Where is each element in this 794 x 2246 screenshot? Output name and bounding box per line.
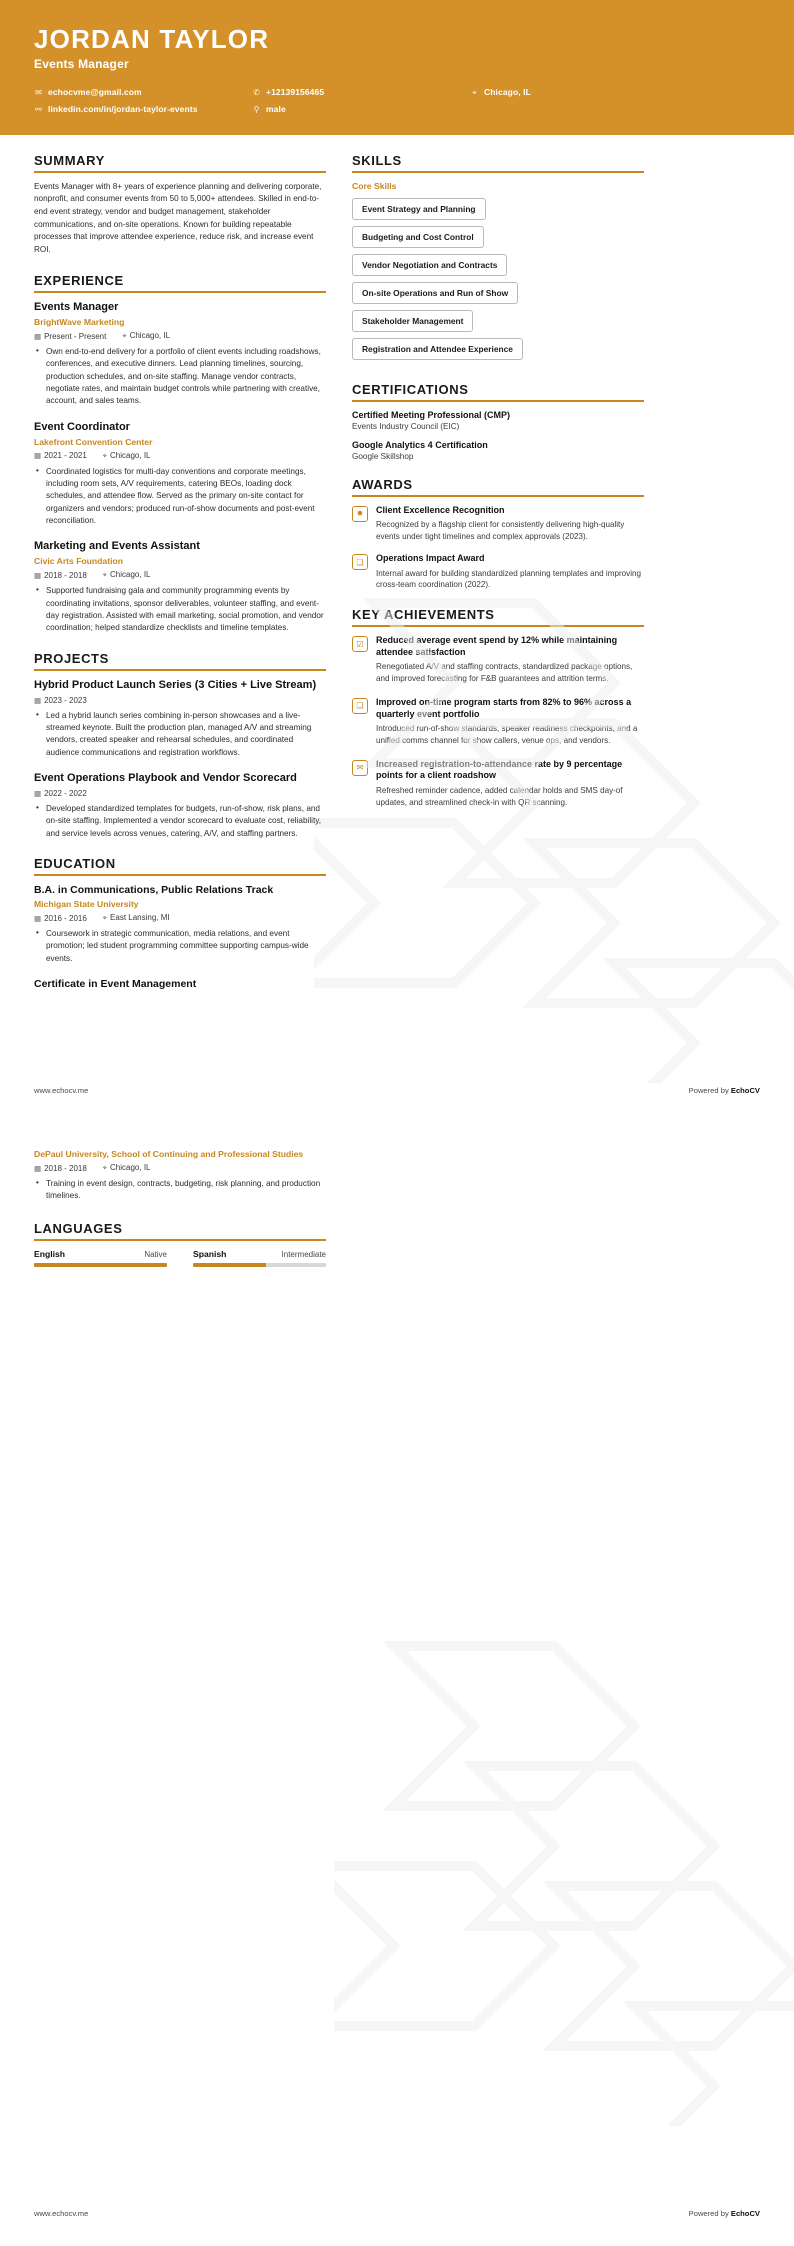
right-column [352,153,644,825]
clipboard-icon: ❏ [352,698,368,714]
job-meta [34,451,326,461]
calendar-icon: ▦ [34,695,42,705]
language-name: English [34,1248,66,1259]
calendar-icon: ▦ [34,570,42,580]
certification-item [352,410,644,431]
calendar-icon: ▦ [34,789,42,799]
languages-title: LANGUAGES [34,1221,326,1241]
job-location: Chicago, IL [129,331,171,341]
achievement-title: Increased registration-to-attendance rate by 9 percentage points for a client roadshow [376,758,623,781]
language-item [193,1249,326,1267]
education-location: East Lansing, MI [110,913,170,923]
contact-phone-text: +12139156465 [266,87,325,98]
job-org: Civic Arts Foundation [34,556,123,567]
link-icon: ⚯ [35,104,42,114]
experience-item [34,421,326,528]
skill-pill: Vendor Negotiation and Contracts [352,254,507,276]
language-name: Spanish [193,1248,227,1259]
education-org: DePaul University, School of Continuing and Professional Studies [34,1149,304,1159]
award-medal-icon: ✹ [352,506,368,522]
footer-brand [689,1086,760,1095]
achievement-description: Renegotiated A/V and staffing contracts, standardized package options, and improved forecasting for F&B guarantees and attrition terms. [376,662,633,684]
contact-email-text: echocvme@gmail.com [48,87,142,98]
location-icon: ⌖ [122,331,127,341]
page-footer [34,2209,760,2218]
project-item [34,679,326,759]
education-bullets [34,928,326,965]
location-icon: ⌖ [102,450,108,460]
contact-linkedin[interactable] [34,104,252,114]
project-bullet: • Led a hybrid launch series combining in-person showcases and a live-streamed keynote. Built the production plan, managed A/V and streaming vendors, created speaker and rehearsal schedules, and coordinated audience communications and registration workflows. [45,710,326,759]
language-progress-bar [34,1263,167,1267]
calendar-icon: ▦ [34,451,42,461]
award-description: Recognized by a flagship client for consistently delivering high-quality events under tight timelines and complex approvals (2023). [376,519,625,541]
education-certificate: Certificate in Event Management [34,977,197,990]
achievement-item [352,759,644,809]
job-bullets [34,466,326,527]
section-awards [352,477,644,591]
location-icon: ⌖ [102,570,108,580]
job-location: Chicago, IL [110,570,151,580]
job-dates: 2021 - 2021 [44,451,87,461]
summary-text: Events Manager with 8+ years of experience planning and delivering corporate, nonprofit, and consumer events from 50 to 5,000+ attendees. Skilled in end-to-end event strategy, vendor and budget management, stakeholder communications, and on-site operations. Known for building repeatable processes that improve attendee experience, reduce risk, and increase event ROI. [34,181,322,255]
education-location: Chicago, IL [110,1163,151,1172]
resume-page-2 [0,1123,794,2246]
contact-email[interactable] [34,87,252,97]
job-dates: Present - Present [44,331,107,341]
education-dates: 2018 - 2018 [44,1163,87,1173]
footer-brand [689,2209,760,2218]
contact-location-text: Chicago, IL [484,87,531,98]
education-bullet: • Coursework in strategic communication, media relations, and event promotion; led student programming committee supporting campus-wide events. [45,928,326,965]
footer-brand-name: EchoCV [730,2209,760,2218]
award-title: Client Excellence Recognition [376,504,505,515]
candidate-name: JORDAN TAYLOR [34,24,270,54]
achievement-description: Introduced run-of-show standards, speaker readiness checkpoints, and a unified comms channel for show callers, venue ops, and vendors. [376,724,638,746]
candidate-role: Events Manager [34,57,129,72]
award-ribbon-icon: ❏ [352,554,368,570]
job-location: Chicago, IL [110,450,151,460]
contact-linkedin-text: linkedin.com/in/jordan-taylor-events [48,104,198,115]
job-meta [34,331,326,341]
certification-name: Google Analytics 4 Certification [352,439,488,450]
award-item [352,505,644,543]
award-title: Operations Impact Award [376,553,485,564]
job-bullets [34,346,326,407]
check-square-icon: ☑ [352,636,368,652]
section-projects [34,651,326,840]
job-bullet: • Supported fundraising gala and community programming events by coordinating invitations, sponsor deliverables, volunteer staffing, and event-day registration. Assisted with email marketing, social promotion, and vendor coordination; helped standardize checklists and timeline templates. [45,585,326,634]
contact-grid [34,87,760,114]
project-name: Hybrid Product Launch Series (3 Cities + Live Stream) [34,678,317,691]
project-item [34,772,326,840]
skill-pill: Budgeting and Cost Control [352,226,484,248]
calendar-icon: ▦ [34,331,42,341]
certification-name: Certified Meeting Professional (CMP) [352,409,511,420]
achievement-title: Reduced average event spend by 12% while maintaining attendee satisfaction [376,635,618,657]
job-dates: 2018 - 2018 [44,570,87,580]
skill-pill: Event Strategy and Planning [352,198,486,220]
job-org: BrightWave Marketing [34,317,125,328]
awards-title: AWARDS [352,477,644,497]
language-level: Native [144,1249,167,1259]
project-name: Event Operations Playbook and Vendor Scorecard [34,771,297,784]
skill-pill: On-site Operations and Run of Show [352,282,518,304]
project-meta [34,789,326,798]
project-bullets [34,803,326,840]
project-dates: 2023 - 2023 [44,695,87,705]
job-role: Marketing and Events Assistant [34,540,200,553]
education-meta [34,913,326,923]
job-role: Events Manager [34,300,119,313]
section-summary [34,153,326,257]
education-title: EDUCATION [34,856,326,876]
project-dates: 2022 - 2022 [44,789,87,799]
award-description: Internal award for building standardized planning templates and improving cross-team coordination (2022). [376,568,642,590]
job-bullet: • Coordinated logistics for multi-day conventions and corporate meetings, including room sets, A/V requirements, catering BEOs, loading dock schedules, and attendee flow. Served as the primary on-site contact for organizers and vendors; produced run-of-show documents and post-event reconciliation. [45,466,326,527]
section-certifications [352,382,644,461]
certification-org: Events Industry Council (EIC) [352,421,460,431]
certifications-title: CERTIFICATIONS [352,382,644,402]
left-column [34,153,326,1006]
contact-gender [252,104,470,114]
footer-powered-text: Powered by [688,2209,731,2218]
experience-item [34,301,326,408]
certification-org: Google Skillshop [352,451,414,461]
skills-subtitle: Core Skills [352,180,397,191]
phone-icon: ✆ [253,87,260,97]
certification-item [352,440,644,461]
section-education [34,856,326,990]
footer-powered-text: Powered by [688,1086,731,1095]
skills-list [352,198,644,366]
language-progress-bar [193,1263,326,1267]
achievement-item [352,635,644,685]
education-bullets [34,1178,326,1203]
education-degree: B.A. in Communications, Public Relations Track [34,884,274,897]
language-item [34,1249,167,1267]
contact-gender-text: male [266,104,286,115]
project-meta [34,696,326,705]
project-bullets [34,710,326,759]
resume-header [0,0,794,135]
location-icon: ⌖ [102,913,108,923]
education-org: Michigan State University [34,899,139,910]
contact-phone[interactable] [252,87,470,97]
projects-title: PROJECTS [34,651,326,671]
experience-item [34,540,326,634]
footer-site[interactable]: www.echocv.me [34,1086,89,1095]
education-item [34,884,326,965]
section-key-achievements [352,607,644,809]
chat-icon: ✉ [352,760,368,776]
key-achievements-title: KEY ACHIEVEMENTS [352,607,644,627]
section-skills [352,153,644,366]
achievement-title: Improved on-time program starts from 82% to 96% across a quarterly event portfolio [376,696,632,719]
footer-site[interactable]: www.echocv.me [34,2209,89,2218]
location-icon: ⌖ [102,1163,108,1172]
achievement-item [352,697,644,747]
job-org: Lakefront Convention Center [34,436,153,447]
job-bullets [34,585,326,634]
section-experience [34,273,326,635]
section-languages [34,1221,326,1267]
job-meta [34,570,326,580]
languages-list [34,1249,326,1267]
education-meta [34,1163,326,1173]
page-footer [34,1086,760,1095]
footer-brand-name: EchoCV [730,1086,760,1095]
skill-pill: Stakeholder Management [352,310,473,332]
summary-title: SUMMARY [34,153,326,173]
email-icon: ✉ [35,87,42,97]
job-bullet: • Own end-to-end delivery for a portfolio of client events including roadshows, conferences, and executive dinners. Lead planning timelines, sourcing, production schedules, and on-site staffing. Manage vendor contracts, negotiate rates, and maintain budget controls while partnering with creative, account, and sales teams. [45,346,326,407]
decorative-watermark [334,1606,794,2126]
project-bullet: • Developed standardized templates for budgets, run-of-show, risk plans, and on-site staffing. Implemented a vendor scorecard to evaluate cost, reliability, and service levels across venues, catering, A/V, and staffing partners. [45,803,326,840]
language-level: Intermediate [281,1249,326,1259]
skill-pill: Registration and Attendee Experience [352,338,523,360]
award-item [352,553,644,591]
calendar-icon: ▦ [34,1163,42,1173]
experience-title: EXPERIENCE [34,273,326,293]
education-dates: 2016 - 2016 [44,913,87,923]
contact-location [470,87,760,97]
education-bullet: • Training in event design, contracts, budgeting, risk planning, and production timelines. [45,1178,326,1203]
achievement-description: Refreshed reminder cadence, added calendar holds and SMS day-of updates, and streamlined check-in with QR scanning. [376,786,623,807]
calendar-icon: ▦ [34,913,42,923]
education-continued [34,1149,326,1267]
location-icon: ⌖ [472,87,477,97]
skills-title: SKILLS [352,153,644,173]
gender-icon: ⚲ [253,104,260,114]
job-role: Event Coordinator [34,420,130,433]
